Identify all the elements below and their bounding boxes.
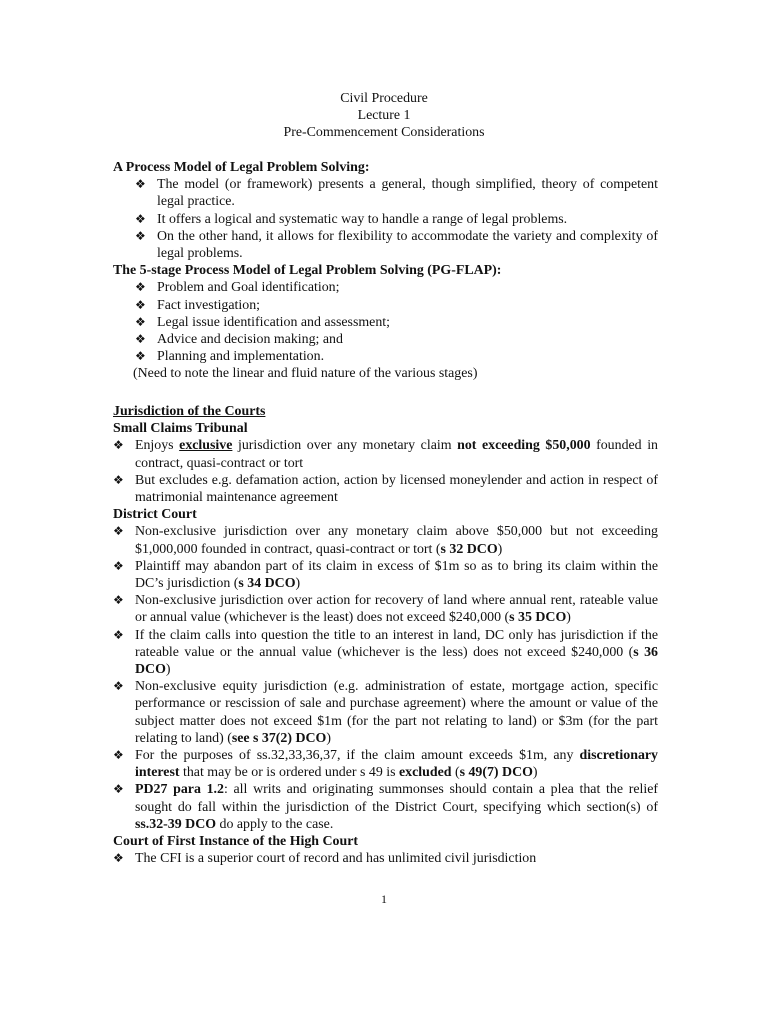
list-item — [113, 627, 658, 679]
small-claims-heading: Small Claims Tribunal — [113, 421, 248, 437]
list-item-text: Advice and decision making; and — [157, 332, 343, 348]
list-item-text: Problem and Goal identification; — [157, 280, 340, 296]
list-item — [135, 279, 658, 296]
diamond-bullet-icon: ❖ — [135, 314, 146, 329]
list-item-text: Plaintiff may abandon part of its claim in excess of $1m so as to bring its claim within the DC’s jurisdiction (s 34 DCO) — [135, 558, 658, 592]
list-item — [135, 176, 658, 210]
cfi-list — [113, 850, 658, 867]
list-item — [113, 558, 658, 592]
process-model-list — [113, 176, 658, 262]
diamond-bullet-icon: ❖ — [113, 593, 124, 608]
process-model-section — [113, 159, 658, 383]
list-item — [113, 592, 658, 626]
process-model-heading: A Process Model of Legal Problem Solving: — [113, 160, 370, 175]
diamond-bullet-icon: ❖ — [113, 438, 124, 453]
diamond-bullet-icon: ❖ — [113, 748, 124, 763]
lecture-number: Lecture 1 — [357, 108, 411, 124]
diamond-bullet-icon: ❖ — [135, 297, 146, 312]
small-claims-list — [113, 437, 658, 506]
document-title-block — [0, 90, 768, 142]
jurisdiction-heading: Jurisdiction of the Courts — [113, 404, 266, 419]
list-item-text: The model (or framework) presents a general, though simplified, theory of competent legal practice. — [157, 177, 658, 210]
five-stage-heading: The 5-stage Process Model of Legal Problem Solving (PG-FLAP): — [113, 263, 502, 279]
diamond-bullet-icon: ❖ — [113, 524, 124, 539]
diamond-bullet-icon: ❖ — [113, 851, 124, 866]
list-item — [113, 747, 658, 781]
list-item-text: Enjoys exclusive jurisdiction over any monetary claim not exceeding $50,000 founded in contract, quasi-contract or tort — [135, 438, 658, 471]
list-item-text: If the claim calls into question the title to an interest in land, DC only has jurisdiction if the rateable value or the annual value (whichever is the less) does not exceed $240,000 (s 36 DCO) — [135, 627, 658, 678]
list-item-text: Legal issue identification and assessment; — [157, 314, 390, 330]
diamond-bullet-icon: ❖ — [113, 558, 124, 573]
diamond-bullet-icon: ❖ — [113, 679, 124, 694]
list-item — [135, 331, 658, 348]
page-number: 1 — [381, 892, 387, 906]
list-item — [113, 850, 658, 867]
district-court-heading: District Court — [113, 507, 197, 523]
diamond-bullet-icon: ❖ — [113, 627, 124, 642]
list-item-text: But excludes e.g. defamation action, action by licensed moneylender and action in respect of matrimonial maintenance agreement — [135, 472, 658, 506]
diamond-bullet-icon: ❖ — [135, 280, 146, 295]
list-item-text: Non-exclusive equity jurisdiction (e.g. administration of estate, mortgage action, specific performance or rescission of sale and purchase agreement) where the amount or value of the subject matter does not exceed $1m (for the part not relating to land) or $3m (for the part relating to land) (see s 37(2) DCO) — [135, 679, 658, 746]
diamond-bullet-icon: ❖ — [135, 228, 146, 243]
five-stage-note: (Need to note the linear and fluid nature of the various stages) — [133, 366, 478, 382]
list-item-text: Planning and implementation. — [157, 349, 325, 365]
five-stage-list — [113, 279, 658, 365]
diamond-bullet-icon: ❖ — [135, 349, 146, 364]
list-item-text: It offers a logical and systematic way to handle a range of legal problems. — [157, 211, 568, 227]
list-item-text: On the other hand, it allows for flexibility to accommodate the variety and complexity of legal problems. — [157, 228, 658, 262]
list-item — [113, 472, 658, 506]
diamond-bullet-icon: ❖ — [113, 472, 124, 487]
list-item — [113, 523, 658, 557]
list-item-text: For the purposes of ss.32,33,36,37, if the claim amount exceeds $1m, any discretionary interest that may be or is ordered under s 49 is excluded (s 49(7) DCO) — [135, 748, 658, 781]
list-item-text: Non-exclusive jurisdiction over any monetary claim above $50,000 but not exceeding $1,000,000 founded in contract, quasi-contract or tort (s 32 DCO) — [135, 524, 658, 557]
list-item — [135, 314, 658, 331]
lecture-topic: Pre-Commencement Considerations — [283, 125, 485, 141]
list-item — [135, 211, 658, 228]
list-item — [113, 678, 658, 747]
list-item — [135, 348, 658, 365]
diamond-bullet-icon: ❖ — [135, 211, 146, 226]
diamond-bullet-icon: ❖ — [135, 332, 146, 347]
course-title: Civil Procedure — [340, 91, 428, 106]
list-item-text: The CFI is a superior court of record and has unlimited civil jurisdiction — [135, 851, 537, 867]
cfi-heading: Court of First Instance of the High Court — [113, 834, 358, 850]
jurisdiction-section — [113, 403, 658, 867]
diamond-bullet-icon: ❖ — [113, 782, 124, 797]
list-item-text: Fact investigation; — [157, 297, 261, 313]
list-item-text: PD27 para 1.2: all writs and originating summonses should contain a plea that the relief sought do fall within the jurisdiction of the District Court, specifying which section(s) of ss.32-39 DCO do apply to the case. — [135, 782, 658, 832]
list-item — [113, 781, 658, 833]
diamond-bullet-icon: ❖ — [135, 177, 146, 192]
list-item — [113, 437, 658, 471]
list-item — [135, 228, 658, 262]
list-item — [135, 297, 658, 314]
list-item-text: Non-exclusive jurisdiction over action for recovery of land where annual rent, rateable value or annual value (whichever is the least) does not exceed $240,000 (s 35 DCO) — [135, 593, 658, 626]
district-court-list — [113, 523, 658, 833]
